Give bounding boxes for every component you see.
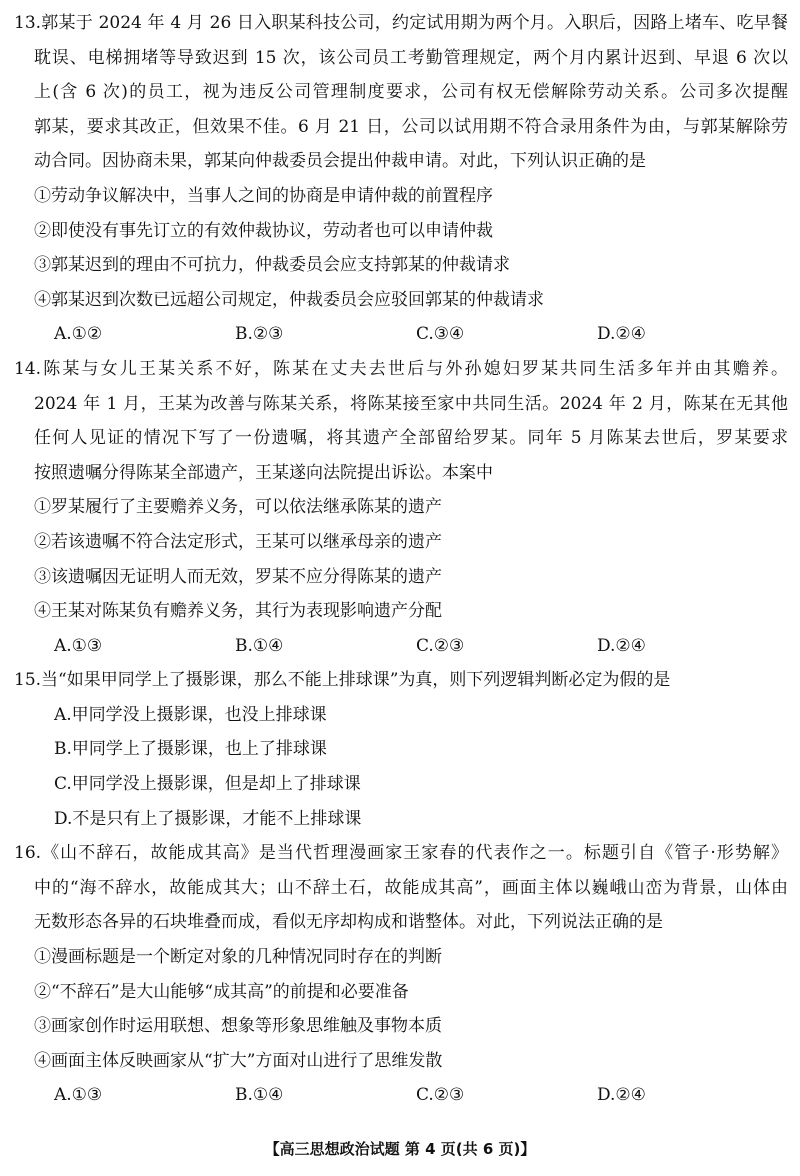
option-b: B.②③ [235,324,284,345]
stem-line: 14.陈某与女儿王某关系不好，陈某在丈夫去世后与外孙媳妇罗某共同生活多年并由其赡养。 [14,358,788,379]
statement-item: ①漫画标题是一个断定对象的几种情况同时存在的判断 [34,947,442,968]
stem-line: 无数形态各异的石块堆叠而成，看似无序却构成和谐整体。对此，下列说法正确的是 [34,912,663,933]
answer-options [14,629,788,664]
statement-item: ①罗某履行了主要赡养义务，可以依法继承陈某的遗产 [34,497,442,518]
stem-line: 动合同。因协商未果，郭某向仲裁委员会提出仲裁申请。对此，下列认识正确的是 [34,151,646,172]
option-c: C.②③ [416,635,465,656]
stem-line: 15.当“如果甲同学上了摄影课，那么不能上排球课”为真，则下列逻辑判断必定为假的是 [14,670,671,691]
statement-item: ①劳动争议解决中，当事人之间的协商是申请仲裁的前置程序 [34,185,493,206]
statement-item: ②若该遗嘱不符合法定形式，王某可以继承母亲的遗产 [34,531,442,552]
stem-line: 中的“海不辞水，故能成其大；山不辞土石，故能成其高”，画面主体以巍峨山峦为背景，山体由 [34,877,788,898]
stem-line: 13.郭某于 2024 年 4 月 26 日入职某科技公司，约定试用期为两个月。入职后，因路上堵车、吃早餐 [14,13,788,33]
answer-options [14,1078,788,1113]
statement-item: ③该遗嘱因无证明人而无效，罗某不应分得陈某的遗产 [34,566,442,587]
stem-line: 耽误、电梯拥堵等导致迟到 15 次，该公司员工考勤管理规定，两个月内累计迟到、早退 6 次以 [34,47,788,68]
option-b: B.①④ [235,635,284,656]
statement-item: ④画面主体反映画家从“扩大”方面对山进行了思维发散 [34,1050,443,1071]
option-a: A.①③ [54,1085,103,1106]
statement-item: ②“不辞石”是大山能够“成其高”的前提和必要准备 [34,981,409,1002]
page-footer: 【高三思想政治试题 第 4 页(共 6 页)】 [264,1140,536,1158]
option-b: B.甲同学上了摄影课，也上了排球课 [54,739,327,760]
stem-line: 2024 年 1 月，王某为改善与陈某关系，将陈某接至家中共同生活。2024 年 2 月，陈某在无其他 [34,393,788,414]
option-c: C.③④ [416,324,465,345]
option-a: A.①③ [54,635,103,656]
exam-page [14,6,788,1113]
option-d: D.②④ [597,635,646,656]
answer-options [14,317,788,352]
option-a: A.①② [54,324,103,345]
question-15 [14,663,788,836]
stem-line: 按照遗嘱分得陈某全部遗产，王某遂向法院提出诉讼。本案中 [34,462,493,483]
stem-line: 上(含 6 次)的员工，视为违反公司管理制度要求，公司有权无偿解除劳动关系。公司多次提醒 [34,82,788,103]
option-b: B.①④ [235,1085,284,1106]
stem-line: 任何人见证的情况下写了一份遗嘱，将其遗产全部留给罗某。同年 5 月陈某去世后，罗某要求 [34,428,788,449]
stem-line: 16.《山不辞石，故能成其高》是当代哲理漫画家王家春的代表作之一。标题引自《管子·形势解》 [14,843,788,864]
statement-item: ③郭某迟到的理由不可抗力，仲裁委员会应支持郭某的仲裁请求 [34,255,510,276]
statement-item: ②即使没有事先订立的有效仲裁协议，劳动者也可以申请仲裁 [34,220,493,241]
question-16 [14,836,788,1113]
option-d: D.②④ [597,324,646,345]
option-d: D.②④ [597,1085,646,1106]
option-d: D.不是只有上了摄影课，才能不上排球课 [54,808,362,829]
question-13 [14,6,788,352]
option-c: C.②③ [416,1085,465,1106]
stem-line: 郭某，要求其改正，但效果不佳。6 月 21 日，公司以试用期不符合录用条件为由，与郭某解除劳 [34,116,788,137]
statement-item: ④王某对陈某负有赡养义务，其行为表现影响遗产分配 [34,601,442,622]
statement-item: ③画家创作时运用联想、想象等形象思维触及事物本质 [34,1016,442,1037]
option-c: C.甲同学没上摄影课，但是却上了排球课 [54,774,361,795]
option-a: A.甲同学没上摄影课，也没上排球课 [54,704,327,725]
question-14 [14,352,788,663]
statement-item: ④郭某迟到次数已远超公司规定，仲裁委员会应驳回郭某的仲裁请求 [34,289,544,310]
